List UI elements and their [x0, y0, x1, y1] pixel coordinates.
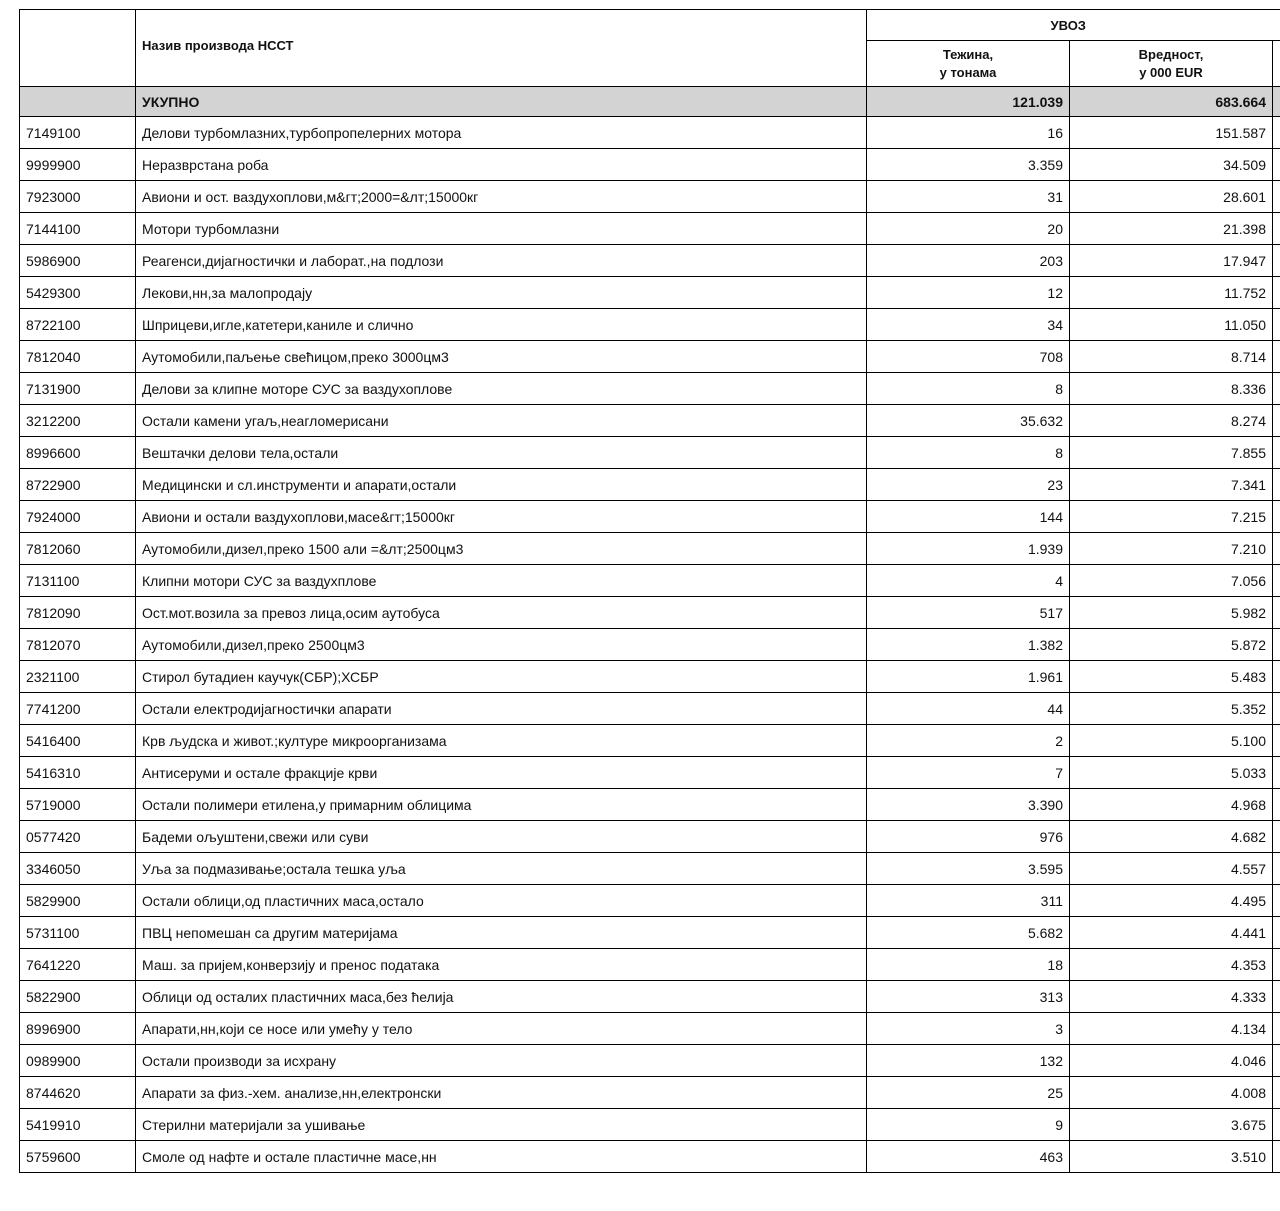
- import-value: 5.352: [1070, 693, 1273, 725]
- product-code: 5419910: [20, 1109, 136, 1141]
- table-row: [20, 501, 1280, 533]
- product-code: 5429300: [20, 277, 136, 309]
- truncated-cell: [1273, 725, 1280, 757]
- truncated-cell: [1273, 149, 1280, 181]
- product-name: Медицински и сл.инструменти и апарати,остали: [136, 469, 867, 501]
- product-name: Маш. за пријем,конверзију и пренос података: [136, 949, 867, 981]
- import-value: 3.510: [1070, 1141, 1273, 1173]
- import-value: 28.601: [1070, 181, 1273, 213]
- truncated-cell: [1273, 469, 1280, 501]
- total-truncated-cell: [1273, 87, 1280, 117]
- import-value: 4.333: [1070, 981, 1273, 1013]
- import-value: 8.714: [1070, 341, 1273, 373]
- product-code: 0577420: [20, 821, 136, 853]
- product-code: 7641220: [20, 949, 136, 981]
- import-value: 17.947: [1070, 245, 1273, 277]
- table-row: [20, 405, 1280, 437]
- product-name: Клипни мотори СУС за ваздухплове: [136, 565, 867, 597]
- product-code: 8744620: [20, 1077, 136, 1109]
- truncated-cell: [1273, 949, 1280, 981]
- weight-value: 25: [867, 1077, 1070, 1109]
- product-code: 5731100: [20, 917, 136, 949]
- weight-value: 1.939: [867, 533, 1070, 565]
- import-value: 5.033: [1070, 757, 1273, 789]
- import-value: 151.587: [1070, 117, 1273, 149]
- truncated-cell: [1273, 1109, 1280, 1141]
- truncated-cell: [1273, 309, 1280, 341]
- product-code: 2321100: [20, 661, 136, 693]
- product-name: Стерилни материјали за ушивање: [136, 1109, 867, 1141]
- product-name: Остали полимери етилена,у примарним облицима: [136, 789, 867, 821]
- total-row: [20, 87, 1280, 117]
- table-row: [20, 597, 1280, 629]
- product-name: Мотори турбомлазни: [136, 213, 867, 245]
- product-code: 5829900: [20, 885, 136, 917]
- table-row: [20, 341, 1280, 373]
- table-row: [20, 661, 1280, 693]
- weight-value: 31: [867, 181, 1070, 213]
- table-row: [20, 725, 1280, 757]
- product-name: Аутомобили,паљење свећицом,преко 3000цм3: [136, 341, 867, 373]
- truncated-cell: [1273, 117, 1280, 149]
- import-value: 7.210: [1070, 533, 1273, 565]
- code-column-header: [20, 10, 136, 87]
- table-row: [20, 949, 1280, 981]
- weight-value: 463: [867, 1141, 1070, 1173]
- table-row: [20, 1045, 1280, 1077]
- import-value: 5.100: [1070, 725, 1273, 757]
- import-value: 4.495: [1070, 885, 1273, 917]
- product-name: Лекови,нн,за малопродају: [136, 277, 867, 309]
- import-table: [19, 9, 1280, 1173]
- product-name: Бадеми ољуштени,свежи или суви: [136, 821, 867, 853]
- truncated-cell: [1273, 597, 1280, 629]
- product-name: ПВЦ непомешан са другим материјама: [136, 917, 867, 949]
- weight-value: 144: [867, 501, 1070, 533]
- truncated-cell: [1273, 1141, 1280, 1173]
- import-value: 5.483: [1070, 661, 1273, 693]
- table-row: [20, 853, 1280, 885]
- import-value: 4.353: [1070, 949, 1273, 981]
- weight-value: 12: [867, 277, 1070, 309]
- truncated-cell: [1273, 373, 1280, 405]
- weight-value: 3: [867, 1013, 1070, 1045]
- import-value: 4.008: [1070, 1077, 1273, 1109]
- truncated-cell: [1273, 821, 1280, 853]
- table-row: [20, 693, 1280, 725]
- product-name: Апарати,нн,који се носе или умећу у тело: [136, 1013, 867, 1045]
- table-row: [20, 821, 1280, 853]
- import-value: 11.050: [1070, 309, 1273, 341]
- product-name: Авиони и остали ваздухоплови,масе&гт;15000кг: [136, 501, 867, 533]
- product-code: 7924000: [20, 501, 136, 533]
- product-name: Облици од осталих пластичних маса,без ћелија: [136, 981, 867, 1013]
- truncated-cell: [1273, 501, 1280, 533]
- product-code: 7812060: [20, 533, 136, 565]
- weight-value: 1.961: [867, 661, 1070, 693]
- truncated-cell: [1273, 533, 1280, 565]
- truncated-cell: [1273, 885, 1280, 917]
- weight-value: 9: [867, 1109, 1070, 1141]
- table-row: [20, 437, 1280, 469]
- import-group-header: [867, 10, 1280, 41]
- table-row: [20, 629, 1280, 661]
- product-code: 3212200: [20, 405, 136, 437]
- product-name: Остали облици,од пластичних маса,остало: [136, 885, 867, 917]
- value-column-header: [1070, 41, 1273, 87]
- table-row: [20, 981, 1280, 1013]
- product-code: 7131100: [20, 565, 136, 597]
- total-weight: 121.039: [867, 87, 1070, 117]
- import-header-label: УВОЗ: [1050, 17, 1086, 33]
- truncated-cell: [1273, 405, 1280, 437]
- import-value: 5.982: [1070, 597, 1273, 629]
- product-name: Делови за клипне моторе СУС за ваздухоплове: [136, 373, 867, 405]
- total-code-cell: [20, 87, 136, 117]
- truncated-cell: [1273, 1077, 1280, 1109]
- import-value: 4.441: [1070, 917, 1273, 949]
- import-value: 4.557: [1070, 853, 1273, 885]
- product-name: Ост.мот.возила за превоз лица,осим аутобуса: [136, 597, 867, 629]
- table-row: [20, 917, 1280, 949]
- truncated-cell: [1273, 853, 1280, 885]
- table-row: [20, 1077, 1280, 1109]
- product-name: Остали камени угаљ,неагломерисани: [136, 405, 867, 437]
- import-table-sheet: [19, 9, 1280, 1173]
- import-value: 4.968: [1070, 789, 1273, 821]
- weight-value: 708: [867, 341, 1070, 373]
- table-row: [20, 885, 1280, 917]
- weight-value: 3.595: [867, 853, 1070, 885]
- truncated-cell: [1273, 917, 1280, 949]
- truncated-cell: [1273, 1013, 1280, 1045]
- data-rows: [20, 117, 1280, 1173]
- truncated-cell: [1273, 757, 1280, 789]
- product-name: Аутомобили,дизел,преко 1500 али =&лт;2500цм3: [136, 533, 867, 565]
- product-name-header: Назив производа НССТ: [136, 10, 867, 87]
- import-value: 11.752: [1070, 277, 1273, 309]
- weight-value: 1.382: [867, 629, 1070, 661]
- import-value: 4.134: [1070, 1013, 1273, 1045]
- product-name: Делови турбомлазних,турбопропелерних мотора: [136, 117, 867, 149]
- product-code: 8996600: [20, 437, 136, 469]
- table-row: [20, 181, 1280, 213]
- product-code: 5759600: [20, 1141, 136, 1173]
- table-row: [20, 1109, 1280, 1141]
- product-name: Аутомобили,дизел,преко 2500цм3: [136, 629, 867, 661]
- import-value: 4.046: [1070, 1045, 1273, 1077]
- table-row: [20, 213, 1280, 245]
- table-row: [20, 149, 1280, 181]
- import-value: 7.056: [1070, 565, 1273, 597]
- weight-value: 517: [867, 597, 1070, 629]
- weight-value: 16: [867, 117, 1070, 149]
- table-row: [20, 117, 1280, 149]
- weight-value: 311: [867, 885, 1070, 917]
- truncated-cell: [1273, 981, 1280, 1013]
- table-row: [20, 309, 1280, 341]
- truncated-cell: [1273, 1045, 1280, 1077]
- import-value: 5.872: [1070, 629, 1273, 661]
- truncated-cell: [1273, 693, 1280, 725]
- product-name: Шприцеви,игле,катетери,каниле и слично: [136, 309, 867, 341]
- product-code: 8722100: [20, 309, 136, 341]
- product-name: Антисеруми и остале фракције крви: [136, 757, 867, 789]
- product-name: Стирол бутадиен каучук(СБР);ХСБР: [136, 661, 867, 693]
- table-row: [20, 533, 1280, 565]
- import-value: 8.274: [1070, 405, 1273, 437]
- product-code: 9999900: [20, 149, 136, 181]
- import-value: 34.509: [1070, 149, 1273, 181]
- product-code: 7131900: [20, 373, 136, 405]
- table-row: [20, 469, 1280, 501]
- table-row: [20, 373, 1280, 405]
- weight-value: 35.632: [867, 405, 1070, 437]
- product-name: Неразврстана роба: [136, 149, 867, 181]
- product-name: Вештачки делови тела,остали: [136, 437, 867, 469]
- truncated-cell: [1273, 789, 1280, 821]
- weight-value: 8: [867, 437, 1070, 469]
- weight-value: 18: [867, 949, 1070, 981]
- import-value: 8.336: [1070, 373, 1273, 405]
- truncated-cell: [1273, 341, 1280, 373]
- table-row: [20, 277, 1280, 309]
- weight-value: 44: [867, 693, 1070, 725]
- weight-value: 2: [867, 725, 1070, 757]
- import-value: 4.682: [1070, 821, 1273, 853]
- product-name: Реагенси,дијагностички и лаборат.,на подлози: [136, 245, 867, 277]
- weight-value: 23: [867, 469, 1070, 501]
- product-code: 8996900: [20, 1013, 136, 1045]
- weight-value: 3.359: [867, 149, 1070, 181]
- product-code: 7741200: [20, 693, 136, 725]
- truncated-cell: [1273, 277, 1280, 309]
- import-value: 7.855: [1070, 437, 1273, 469]
- truncated-column-header: [1273, 41, 1280, 87]
- product-name: Остали производи за исхрану: [136, 1045, 867, 1077]
- truncated-cell: [1273, 213, 1280, 245]
- product-code: 5822900: [20, 981, 136, 1013]
- product-code: 5986900: [20, 245, 136, 277]
- product-name: Авиони и ост. ваздухоплови,м&гт;2000=&лт;15000кг: [136, 181, 867, 213]
- product-code: 7812090: [20, 597, 136, 629]
- weight-value: 7: [867, 757, 1070, 789]
- table-row: [20, 245, 1280, 277]
- product-code: 7923000: [20, 181, 136, 213]
- table-row: [20, 789, 1280, 821]
- value-header-line2: у 000 EUR: [1139, 64, 1203, 80]
- total-value: 683.664: [1070, 87, 1273, 117]
- weight-value: 313: [867, 981, 1070, 1013]
- weight-value: 132: [867, 1045, 1070, 1077]
- product-code: 5719000: [20, 789, 136, 821]
- table-row: [20, 1141, 1280, 1173]
- product-name: Апарати за физ.-хем. анализе,нн,електронски: [136, 1077, 867, 1109]
- truncated-cell: [1273, 181, 1280, 213]
- import-value: 21.398: [1070, 213, 1273, 245]
- table-row: [20, 757, 1280, 789]
- import-value: 3.675: [1070, 1109, 1273, 1141]
- import-value: 7.341: [1070, 469, 1273, 501]
- product-code: 7144100: [20, 213, 136, 245]
- header-row-top: [20, 10, 1280, 41]
- weight-column-header: [867, 41, 1070, 87]
- table-row: [20, 1013, 1280, 1045]
- product-code: 0989900: [20, 1045, 136, 1077]
- total-label: УКУПНО: [136, 87, 867, 117]
- product-name: Крв људска и живот.;културе микроорганизама: [136, 725, 867, 757]
- product-code: 8722900: [20, 469, 136, 501]
- product-name: Смоле од нафте и остале пластичне масе,нн: [136, 1141, 867, 1173]
- truncated-cell: [1273, 437, 1280, 469]
- product-code: 7812070: [20, 629, 136, 661]
- weight-value: 3.390: [867, 789, 1070, 821]
- weight-header-line2: у тонама: [939, 64, 997, 80]
- product-name: Уља за подмазивање;остала тешка уља: [136, 853, 867, 885]
- table-row: [20, 565, 1280, 597]
- weight-value: 4: [867, 565, 1070, 597]
- weight-value: 5.682: [867, 917, 1070, 949]
- product-code: 5416310: [20, 757, 136, 789]
- product-name: Остали електродијагностички апарати: [136, 693, 867, 725]
- import-value: 7.215: [1070, 501, 1273, 533]
- weight-value: 976: [867, 821, 1070, 853]
- truncated-cell: [1273, 661, 1280, 693]
- weight-header-line1: Тежина,: [942, 46, 994, 62]
- truncated-cell: [1273, 629, 1280, 661]
- weight-value: 34: [867, 309, 1070, 341]
- weight-value: 20: [867, 213, 1070, 245]
- value-header-line1: Вредност,: [1138, 46, 1204, 62]
- weight-value: 203: [867, 245, 1070, 277]
- product-code: 5416400: [20, 725, 136, 757]
- truncated-cell: [1273, 245, 1280, 277]
- product-code: 3346050: [20, 853, 136, 885]
- truncated-cell: [1273, 565, 1280, 597]
- product-code: 7149100: [20, 117, 136, 149]
- product-code: 7812040: [20, 341, 136, 373]
- weight-value: 8: [867, 373, 1070, 405]
